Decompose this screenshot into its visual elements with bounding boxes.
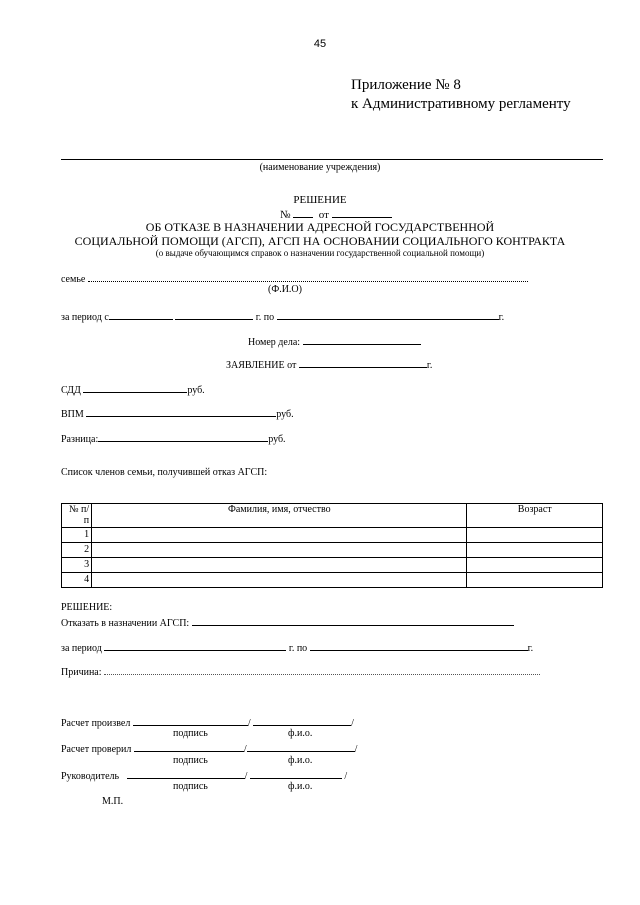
difference-unit: руб.	[268, 434, 286, 445]
difference-label: Разница:	[61, 434, 99, 445]
name-caption: ф.и.о.	[288, 728, 313, 739]
difference-field[interactable]	[98, 431, 268, 442]
sign-caption: подпись	[173, 728, 208, 739]
signature-row-head: Руководитель / /	[61, 768, 347, 782]
decision-subtitle: (о выдаче обучающимся справок о назначении государственной социальной помощи)	[155, 248, 485, 258]
signature-field[interactable]	[133, 715, 248, 726]
table-row	[62, 558, 603, 573]
family-row	[61, 271, 528, 285]
decision-period-to-field[interactable]	[310, 640, 528, 651]
signature-role: Руководитель	[61, 771, 120, 782]
sdd-unit: руб.	[187, 385, 205, 396]
refuse-label: Отказать в назначении АГСП:	[61, 618, 190, 629]
refuse-row	[61, 615, 514, 629]
period-from-field-2[interactable]	[175, 309, 253, 320]
vpm-label: ВПМ	[61, 409, 84, 420]
row-name-cell[interactable]	[92, 573, 467, 588]
period-row	[61, 309, 504, 323]
application-label: ЗАЯВЛЕНИЕ от	[226, 360, 297, 371]
signature-role: Расчет проверил	[61, 744, 132, 755]
row-number: 4	[62, 573, 92, 588]
table-row	[62, 543, 603, 558]
reason-label: Причина:	[61, 667, 102, 678]
table-row	[62, 573, 603, 588]
sdd-field[interactable]	[83, 382, 187, 393]
decision-period-label: за период	[61, 643, 102, 654]
row-number: 3	[62, 558, 92, 573]
row-age-cell[interactable]	[467, 558, 603, 573]
stamp-place: М.П.	[102, 796, 124, 807]
period-to-field[interactable]	[277, 309, 499, 320]
sign-caption: подпись	[173, 781, 208, 792]
row-number: 2	[62, 543, 92, 558]
vpm-unit: руб.	[276, 409, 294, 420]
appendix-line-1: Приложение № 8	[351, 77, 461, 93]
period-from-field[interactable]	[109, 309, 173, 320]
members-list-label: Список членов семьи, получившей отказ АГСП:	[61, 467, 268, 478]
decision-period-from-field[interactable]	[104, 640, 286, 651]
application-row	[226, 357, 432, 371]
appendix-line-2: к Административному регламенту	[351, 96, 571, 112]
decision-period-row	[61, 640, 533, 654]
table-row	[62, 528, 603, 543]
decision-year-suffix: г.	[527, 643, 534, 654]
name-caption: ф.и.о.	[288, 755, 313, 766]
row-age-cell[interactable]	[467, 573, 603, 588]
decision-word: РЕШЕНИЕ	[293, 194, 347, 206]
number-prefix: №	[280, 209, 291, 221]
sdd-row	[61, 382, 205, 396]
row-age-cell[interactable]	[467, 543, 603, 558]
decision-period-to-label: г. по	[288, 643, 308, 654]
vpm-row	[61, 406, 294, 420]
sign-caption: подпись	[173, 755, 208, 766]
decision-number-row	[280, 207, 392, 221]
family-name-field[interactable]	[88, 271, 528, 282]
row-name-cell[interactable]	[92, 558, 467, 573]
decision-title-1: ОБ ОТКАЗЕ В НАЗНАЧЕНИИ АДРЕСНОЙ ГОСУДАРСТВЕННОЙ	[145, 220, 495, 234]
date-prefix: от	[318, 209, 329, 221]
table-header-number: № п/п	[62, 504, 92, 528]
page-number: 45	[313, 38, 327, 50]
family-caption: (Ф.И.О)	[267, 284, 302, 295]
decision-number-field[interactable]	[293, 207, 313, 218]
family-label: семье	[61, 274, 86, 285]
institution-line	[61, 159, 603, 160]
table-header-row	[62, 504, 603, 528]
signature-field[interactable]	[134, 741, 244, 752]
table-header-age: Возраст	[467, 504, 603, 528]
application-date-field[interactable]	[299, 357, 427, 368]
members-table	[61, 503, 603, 588]
decision-label: РЕШЕНИЕ:	[61, 602, 113, 613]
name-field[interactable]	[247, 741, 355, 752]
case-label: Номер дела:	[248, 337, 301, 348]
period-year-suffix: г.	[498, 312, 505, 323]
refuse-field[interactable]	[192, 615, 514, 626]
case-number-field[interactable]	[303, 334, 421, 345]
case-row	[248, 334, 421, 348]
decision-date-field[interactable]	[332, 207, 392, 218]
signature-row-checked: Расчет проверил / /	[61, 741, 357, 755]
sdd-label: СДД	[61, 385, 81, 396]
name-field[interactable]	[250, 768, 342, 779]
row-age-cell[interactable]	[467, 528, 603, 543]
period-to-label: г. по	[255, 312, 275, 323]
institution-caption: (наименование учреждения)	[259, 162, 381, 173]
decision-title-2: СОЦИАЛЬНОЙ ПОМОЩИ (АГСП), АГСП НА ОСНОВАНИИ СОЦИАЛЬНОГО КОНТРАКТА	[74, 234, 566, 248]
reason-field[interactable]	[104, 664, 540, 675]
reason-row	[61, 664, 540, 678]
signature-field[interactable]	[127, 768, 245, 779]
row-number: 1	[62, 528, 92, 543]
period-from-label: за период с	[61, 312, 109, 323]
signature-role: Расчет произвел	[61, 718, 131, 729]
signature-row-prepared: Расчет произвел / /	[61, 715, 354, 729]
name-caption: ф.и.о.	[288, 781, 313, 792]
name-field[interactable]	[253, 715, 351, 726]
vpm-field[interactable]	[86, 406, 276, 417]
table-header-name: Фамилия, имя, отчество	[92, 504, 467, 528]
application-year-suffix: г.	[426, 360, 433, 371]
row-name-cell[interactable]	[92, 543, 467, 558]
difference-row	[61, 431, 286, 445]
row-name-cell[interactable]	[92, 528, 467, 543]
